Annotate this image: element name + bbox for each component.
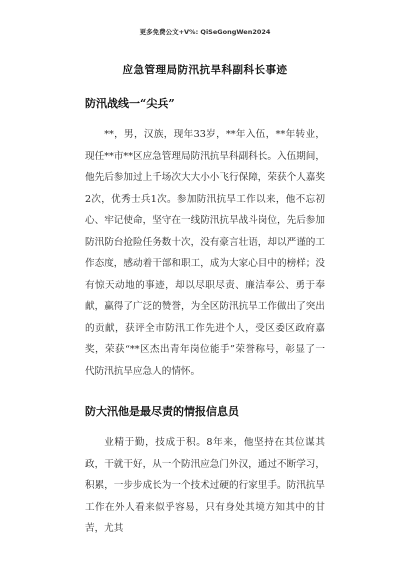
section-paragraph-1: **，男，汉族，现年33岁，**年入伍，**年转业，现任**市**区应急管理局防汛抗旱科副科长。入伍期间，他先后参加过上千场次大大小小飞行保障，荣获个人嘉奖2次，优秀士兵1次。参加防汛抗旱工作以来，他不忘初心、牢记使命，坚守在一线防汛抗旱战斗岗位，先后参加防汛防台抢险任务数十次，没有豪言壮语，却以严谨的工作态度，感动着干部和职工，成为大家心目中的榜样；没有惊天动地的事迹，却以尽职尽责、廉洁奉公、勇于奉献，赢得了广泛的赞誉，为全区防汛抗旱工作做出了突出的贡献，获评全市防汛工作先进个人，受区委区政府嘉奖，荣获“**区杰出青年岗位能手”荣誉称号，彰显了一代防汛抗旱应急人的情怀。 <box>85 129 325 377</box>
section-paragraph-2: 业精于勤，技成于积。8年来，他坚持在其位谋其政，干就干好，从一个防汛应急门外汉，通过不断学习，积累，一步步成长为一个技术过硬的行家里手。防汛抗旱工作在外人看来似乎容易，只有身处其境方知其中的甘苦，尤其 <box>85 437 325 534</box>
section-heading-1: 防汛战线一“尖兵” <box>85 97 175 110</box>
section-heading-2: 防大汛他是最尽责的情报信息员 <box>85 405 239 418</box>
document-title: 应急管理局防汛抗旱科副科长事迹 <box>122 64 288 76</box>
header-note: 更多免费公文+V%: QiSeGongWen2024 <box>139 28 271 36</box>
